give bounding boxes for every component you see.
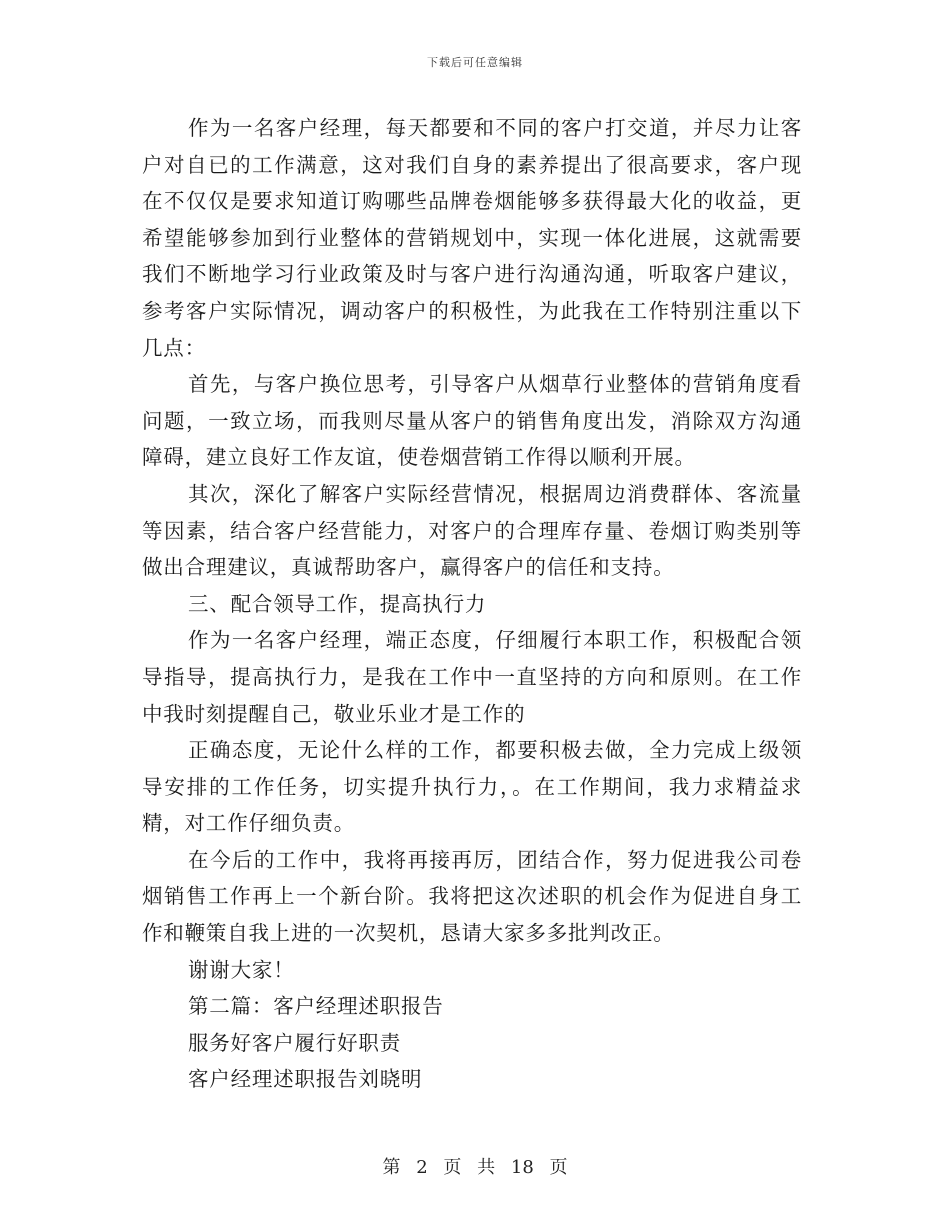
paragraph: 其次，深化了解客户实际经营情况，根据周边消费群体、客流量等因素，结合客户经营能力，对客户的合理库存量、卷烟订购类别等做出合理建议，真诚帮助客户，赢得客户的信任和支持。 xyxy=(142,481,802,580)
footer-di: 第 xyxy=(382,1157,401,1178)
closing-line: 谢谢大家！ xyxy=(188,957,295,982)
footer-page-number: 2 xyxy=(416,1157,428,1178)
chapter-title: 第二篇：客户经理述职报告 xyxy=(188,994,444,1019)
paragraph: 作为一名客户经理，每天都要和不同的客户打交道，并尽力让客户对自已的工作满意，这对我们自身的素养提出了很高要求，客户现在不仅仅是要求知道订购哪些品牌卷烟能够多获得最大化的收益，更希望能够参加到行业整体的营销规划中，实现一体化进展，这就需要我们不断地学习行业政策及时与客户进行沟通沟通，听取客户建议，参考客户实际情况，调动客户的积极性，为此我在工作特别注重以下几点： xyxy=(142,116,802,360)
section-heading: 三、配合领导工作，提高执行力 xyxy=(188,591,487,616)
document-body xyxy=(142,110,802,1098)
page-header: 下载后可任意编辑 xyxy=(427,56,523,69)
paragraph: 正确态度，无论什么样的工作，都要积极去做，全力完成上级领导安排的工作任务，切实提升执行力，。在工作期间，我力求精益求精，对工作仔细负责。 xyxy=(142,738,802,836)
footer-ye: 页 xyxy=(443,1157,462,1178)
paragraph: 作为一名客户经理，端正态度，仔细履行本职工作，积极配合领导指导，提高执行力，是我在工作中一直坚持的方向和原则。在工作中我时刻提醒自己，敬业乐业才是工作的 xyxy=(142,628,802,726)
paragraph: 首先，与客户换位思考，引导客户从烟草行业整体的营销角度看问题，一致立场，而我则尽量从客户的销售角度出发，消除双方沟通障碍，建立良好工作友谊，使卷烟营销工作得以顺利开展。 xyxy=(142,372,802,470)
footer-total-pages: 18 xyxy=(510,1157,534,1178)
page-footer xyxy=(0,1153,950,1179)
paragraph: 在今后的工作中，我将再接再厉，团结合作，努力促进我公司卷烟销售工作再上一个新台阶。我将把这次述职的机会作为促进自身工作和鞭策自我上进的一次契机，恳请大家多多批判改正。 xyxy=(142,847,802,946)
report-author-line: 客户经理述职报告刘晓明 xyxy=(188,1067,423,1092)
footer-ye2: 页 xyxy=(549,1157,568,1178)
footer-gong: 共 xyxy=(477,1157,496,1178)
subtitle: 服务好客户履行好职责 xyxy=(188,1030,401,1055)
